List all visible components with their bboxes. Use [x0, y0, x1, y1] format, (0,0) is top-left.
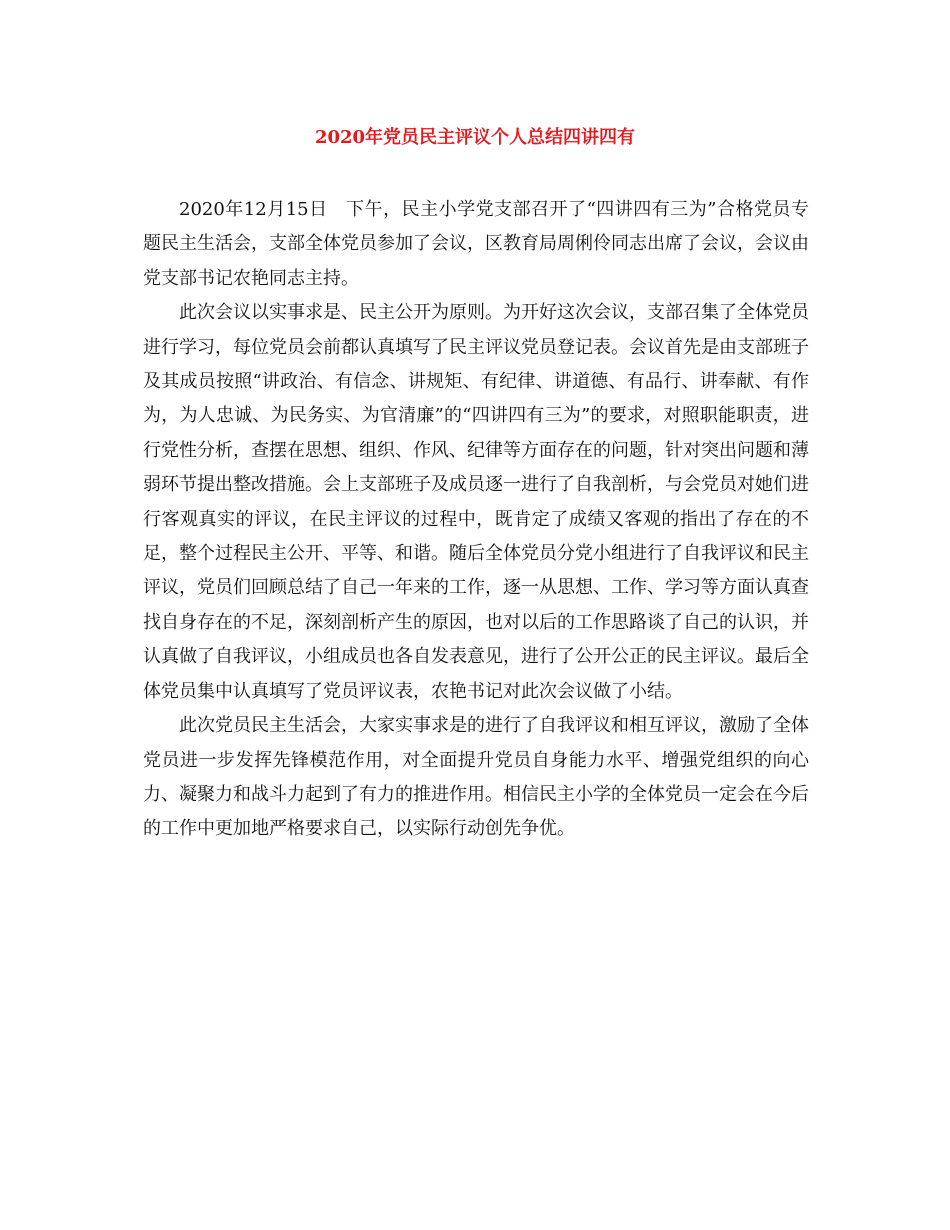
document-title: 2020年党员民主评议个人总结四讲四有	[314, 127, 636, 148]
document-body	[143, 193, 809, 847]
paragraph-meeting-conclusion: 此次党员民主生活会，大家实事求是的进行了自我评议和相互评议，激励了全体党员进一步发挥先锋模范作用，对全面提升党员自身能力水平、增强党组织的向心力、凝聚力和战斗力起到了有力的推进作用。相信民主小学的全体党员一定会在今后的工作中更加地严格要求自己，以实际行动创先争优。	[143, 715, 809, 840]
paragraph-meeting-intro: 2020年12月15日 下午，民主小学党支部召开了“四讲四有三为”合格党员专题民主生活会，支部全体党员参加了会议，区教育局周俐伶同志出席了会议，会议由党支部书记农艳同志主持。	[143, 199, 809, 289]
paragraph-meeting-process: 此次会议以实事求是、民主公开为原则。为开好这次会议，支部召集了全体党员进行学习，每位党员会前都认真填写了民主评议党员登记表。会议首先是由支部班子及其成员按照“讲政治、有信念、讲规矩、有纪律、讲道德、有品行、讲奉献、有作为，为人忠诚、为民务实、为官清廉”的“四讲四有三为”的要求，对照职能职责，进行党性分析，查摆在思想、组织、作风、纪律等方面存在的问题，针对突出问题和薄弱环节提出整改措施。会上支部班子及成员逐一进行了自我剖析，与会党员对她们进行客观真实的评议，在民主评议的过程中，既肯定了成绩又客观的指出了存在的不足，整个过程民主公开、平等、和谐。随后全体党员分党小组进行了自我评议和民主评议，党员们回顾总结了自己一年来的工作，逐一从思想、工作、学习等方面认真查找自身存在的不足，深刻剖析产生的原因，也对以后的工作思路谈了自己的认识，并认真做了自我评议，小组成员也各自发表意见，进行了公开公正的民主评议。最后全体党员集中认真填写了党员评议表，农艳书记对此次会议做了小结。	[143, 302, 809, 702]
